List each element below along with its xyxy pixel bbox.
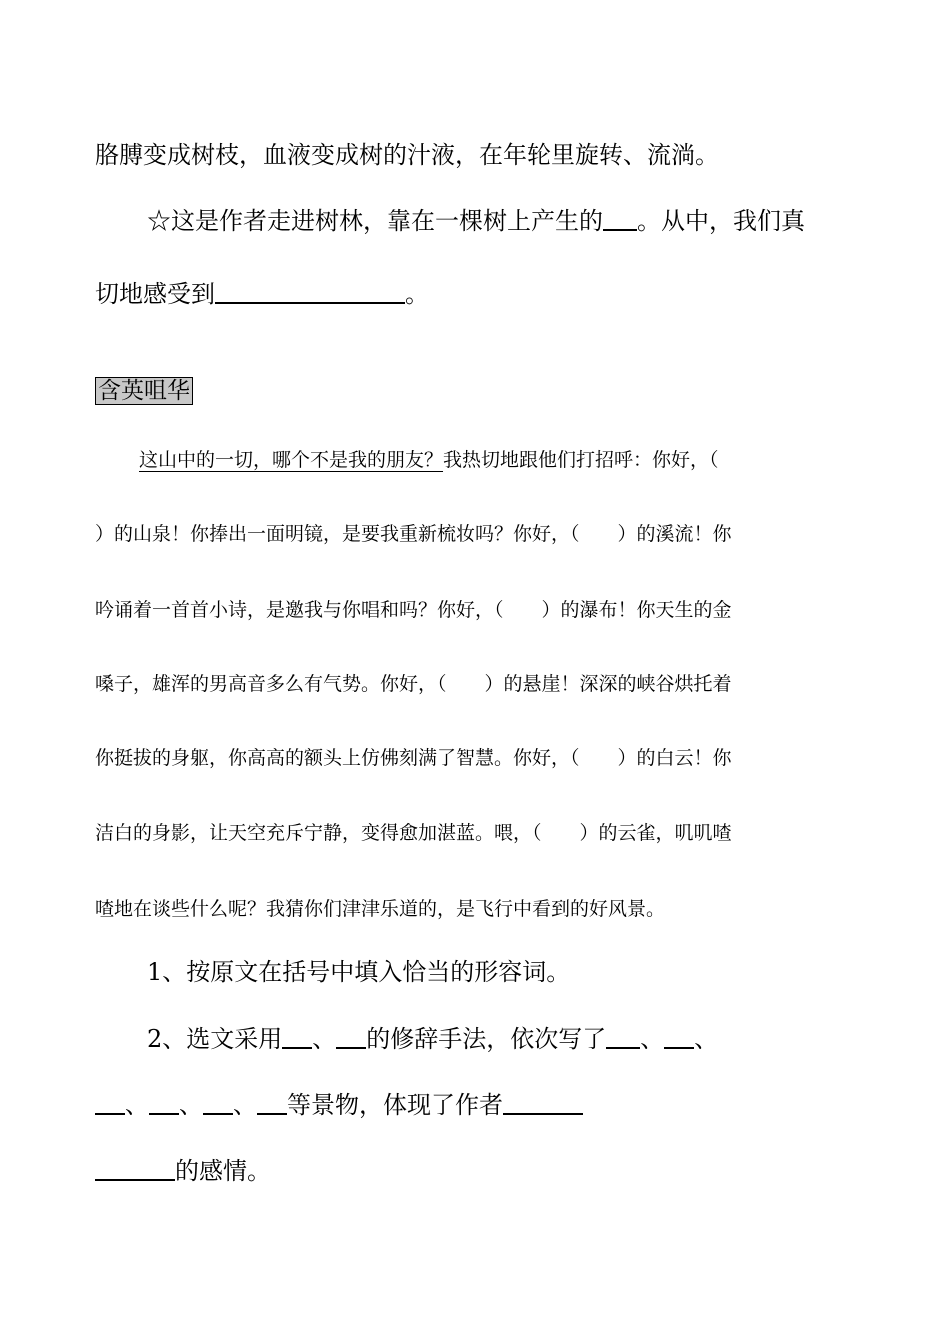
separator: 、 [694,1025,719,1053]
question-line [95,274,429,309]
answer-blank [603,205,637,231]
question-2-line-3 [95,1151,271,1186]
text-segment: ☆这是作者走进树林，靠在一棵树上产生的 [147,207,603,235]
passage-line: ）的山泉！你捧出一面明镜，是要我重新梳妆吗？你好，（ ）的溪流！你 [95,523,732,545]
answer-blank [149,1089,179,1115]
question-2-line-1 [147,1019,718,1054]
separator: 、 [640,1025,665,1053]
section-heading: 含英咀华 [95,377,193,405]
question-line [147,201,805,236]
passage-line [139,445,719,472]
answer-blank [257,1089,287,1115]
separator: 、 [312,1025,337,1053]
answer-blank [203,1089,233,1115]
passage-line: 洁白的身影，让天空充斥宁静，变得愈加湛蓝。喂，（ ）的云雀，叽叽喳 [95,822,732,844]
separator: 、 [233,1091,257,1119]
passage-line: 喳地在谈些什么呢？我猜你们津津乐道的，是飞行中看到的好风景。 [95,898,666,920]
text-segment: 的感情。 [175,1157,271,1185]
text-segment: 我热切地跟他们打招呼：你好，（ [443,449,719,471]
question-2-line-2 [95,1085,583,1120]
answer-blank [336,1023,366,1049]
underlined-sentence: 这山中的一切，哪个不是我的朋友？ [139,449,444,471]
answer-blank [215,278,405,304]
question-1: 1、按原文在括号中填入恰当的形容词。 [147,958,571,986]
text-segment: 的修辞手法，依次写了 [366,1025,607,1053]
answer-blank [503,1089,583,1115]
separator: 、 [125,1091,149,1119]
answer-blank [95,1155,175,1181]
passage-line: 吟诵着一首首小诗，是邀我与你唱和吗？你好，（ ）的瀑布！你天生的金 [95,599,732,621]
passage-line: 嗓子，雄浑的男高音多么有气势。你好，（ ）的悬崖！深深的峡谷烘托着 [95,673,732,695]
answer-blank [95,1089,125,1115]
text-segment: 等景物，体现了作者 [287,1091,503,1119]
text-segment: 切地感受到 [95,280,215,308]
answer-blank [606,1023,640,1049]
answer-blank [664,1023,694,1049]
text-line: 胳膊变成树枝，血液变成树的汁液，在年轮里旋转、流淌。 [95,141,719,169]
text-segment: 。从中，我们真 [637,207,805,235]
answer-blank [282,1023,312,1049]
text-segment: 2、选文采用 [147,1025,283,1053]
text-segment: 。 [405,280,429,308]
separator: 、 [179,1091,203,1119]
passage-line: 你挺拔的身躯，你高高的额头上仿佛刻满了智慧。你好，（ ）的白云！你 [95,747,732,769]
